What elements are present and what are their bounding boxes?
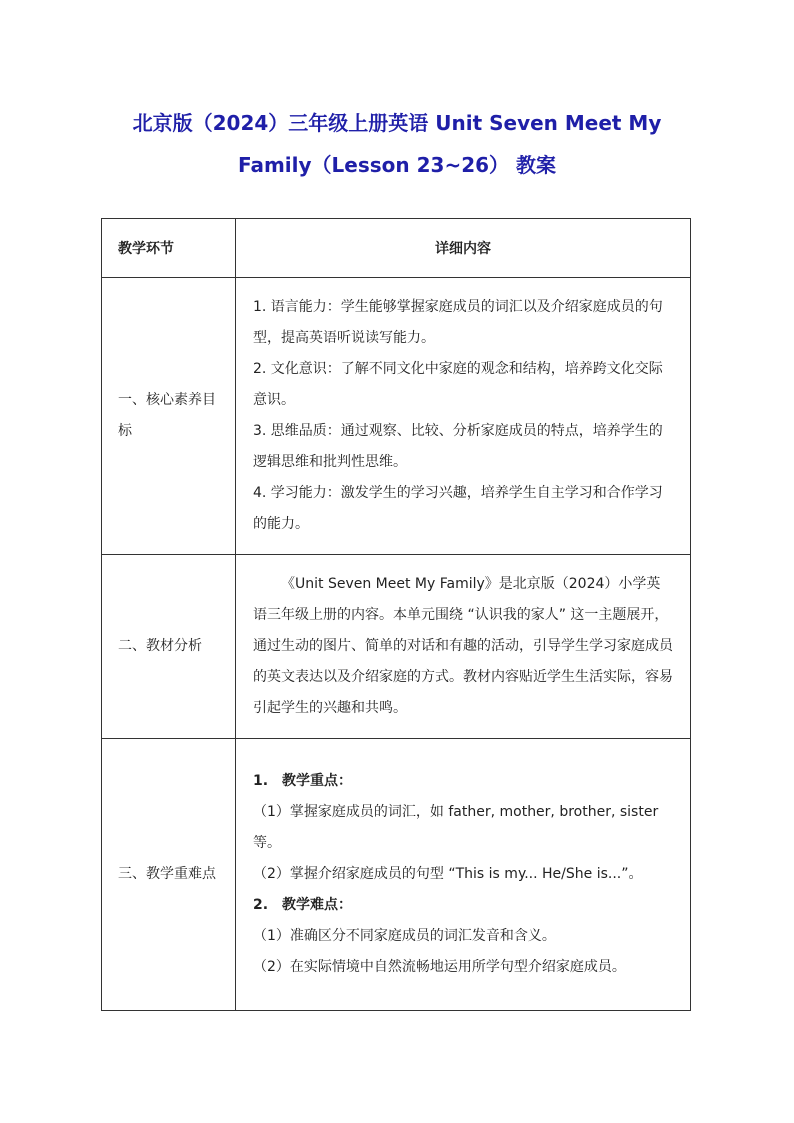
row-content-core-goals [236,278,691,555]
goal-item: 3. 思维品质：通过观察、比较、分析家庭成员的特点，培养学生的逻辑思维和批判性思维。 [253,423,663,470]
header-stage: 教学环节 [102,219,236,278]
row-content-key-difficult [236,739,691,1011]
goal-item: 2. 文化意识：了解不同文化中家庭的观念和结构，培养跨文化交际意识。 [253,361,663,408]
difficult-point-item: （2）在实际情境中自然流畅地运用所学句型介绍家庭成员。 [253,959,626,975]
row-label-key-difficult: 三、教学重难点 [102,739,236,1011]
key-points-heading: 1. 教学重点： [253,773,353,789]
table-row [102,555,691,739]
difficult-point-item: （1）准确区分不同家庭成员的词汇发音和含义。 [253,928,556,944]
lesson-plan-table [101,218,691,1011]
row-label-textbook-analysis: 二、教材分析 [102,555,236,739]
analysis-paragraph: 《Unit Seven Meet My Family》是北京版（2024）小学英语三年级上册的内容。本单元围绕 “认识我的家人” 这一主题展开，通过生动的图片、简单的对话和有趣的活动，引导学生学习家庭成员的英文表达以及介绍家庭的方式。教材内容贴近学生生活实际，容易引起学生的兴趣和共鸣。 [253,576,673,716]
difficult-points-heading: 2. 教学难点： [253,897,353,913]
goal-item: 1. 语言能力：学生能够掌握家庭成员的词汇以及介绍家庭成员的句型，提高英语听说读写能力。 [253,299,663,346]
table-row [102,278,691,555]
key-point-item: （2）掌握介绍家庭成员的句型 “This is my... He/She is...”。 [253,866,643,882]
document-title: 北京版（2024）三年级上册英语 Unit Seven Meet My Family（Lesson 23~26） 教案 [132,111,662,177]
row-label-core-goals: 一、核心素养目标 [102,278,236,555]
table-header-row [102,219,691,278]
header-content: 详细内容 [236,219,691,278]
table-row [102,739,691,1011]
key-point-item: （1）掌握家庭成员的词汇，如 father, mother, brother, sister 等。 [253,804,659,851]
row-content-textbook-analysis [236,555,691,739]
goal-item: 4. 学习能力：激发学生的学习兴趣，培养学生自主学习和合作学习的能力。 [253,485,663,532]
